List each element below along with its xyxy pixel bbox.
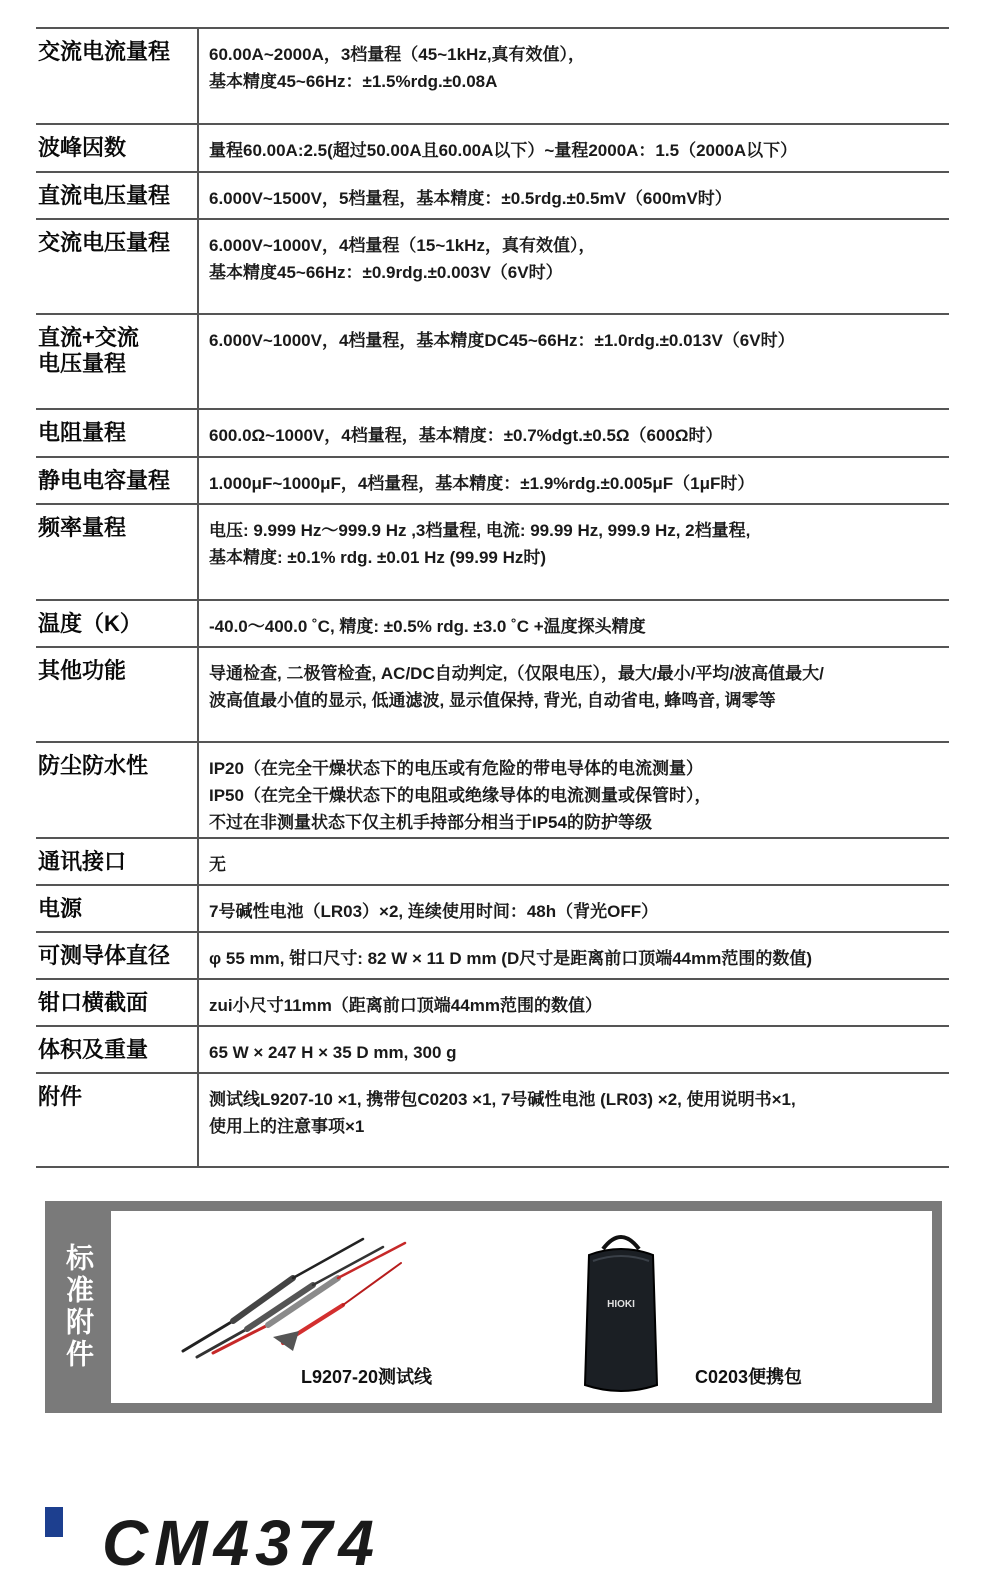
spec-label: 交流电流量程 <box>36 29 199 123</box>
spec-row-dcac-voltage <box>36 315 949 410</box>
spec-value: 6.000V~1500V，5档量程，基本精度：±0.5rdg.±0.5mV（600mV时） <box>209 189 732 208</box>
spec-row-ac-current <box>36 29 949 125</box>
spec-row-ac-voltage <box>36 220 949 315</box>
spec-label: 波峰因数 <box>36 125 199 171</box>
spec-row-accessories <box>36 1074 949 1168</box>
spec-label: 可测导体直径 <box>36 933 199 978</box>
spec-value: 电压: 9.999 Hz～999.9 Hz ,3档量程, 电流: 99.99 Hz, 999.9 Hz, 2档量程, 基本精度: ±0.1% rdg. ±0.01 Hz (99.99 Hz时) <box>209 521 751 567</box>
carrying-case-image <box>581 1229 661 1397</box>
spec-row-resistance <box>36 410 949 458</box>
spec-value: 60.00A~2000A，3档量程（45~1kHz,真有效值）， 基本精度45~66Hz：±1.5%rdg.±0.08A <box>209 45 586 91</box>
spec-row-capacitance <box>36 458 949 505</box>
spec-row-jaw-section <box>36 980 949 1027</box>
model-banner <box>40 1505 660 1579</box>
spec-label: 电阻量程 <box>36 410 199 456</box>
carrying-case-brand: HIOKI <box>607 1299 635 1310</box>
spec-value: 测试线L9207-10 ×1, 携带包C0203 ×1, 7号碱性电池 (LR03) ×2, 使用说明书×1, 使用上的注意事项×1 <box>209 1090 796 1136</box>
spec-row-temperature <box>36 601 949 648</box>
accessories-title-text: 标准附件 <box>63 1243 94 1371</box>
spec-value: zui小尺寸11mm（距离前口顶端44mm范围的数值） <box>209 996 602 1015</box>
spec-value: -40.0～400.0 ˚C, 精度: ±0.5% rdg. ±3.0 ˚C +温度探头精度 <box>209 617 646 636</box>
spec-value: 6.000V~1000V，4档量程，基本精度DC45~66Hz：±1.0rdg.±0.013V（6V时） <box>209 331 795 350</box>
spec-label: 静电电容量程 <box>36 458 199 503</box>
spec-label: 直流+交流 电压量程 <box>36 315 199 408</box>
spec-label: 体积及重量 <box>36 1027 199 1072</box>
spec-value: IP20（在完全干燥状态下的电压或有危险的带电导体的电流测量） IP50（在完全干燥状态下的电阻或绝缘导体的电流测量或保管时）， 不过在非测量状态下仅主机手持部分相当于IP54的防护等级 <box>209 759 712 832</box>
test-leads-label: L9207-20测试线 <box>301 1367 433 1387</box>
spec-row-frequency <box>36 505 949 601</box>
spec-row-other-functions <box>36 648 949 743</box>
brand-bar <box>45 1507 63 1537</box>
spec-row-power <box>36 886 949 933</box>
spec-label: 防尘防水性 <box>36 743 199 837</box>
spec-row-conductor-diameter <box>36 933 949 980</box>
spec-label: 其他功能 <box>36 648 199 741</box>
accessories-title <box>45 1201 111 1413</box>
spec-row-dc-voltage <box>36 173 949 220</box>
spec-table <box>36 27 949 1168</box>
spec-row-ip-rating <box>36 743 949 839</box>
spec-label: 通讯接口 <box>36 839 199 884</box>
spec-value: 65 W × 247 H × 35 D mm, 300 g <box>209 1043 457 1062</box>
spec-label: 附件 <box>36 1074 199 1166</box>
carrying-case-label: C0203便携包 <box>695 1367 803 1387</box>
spec-row-interface <box>36 839 949 886</box>
spec-value: 导通检查, 二极管检查, AC/DC自动判定,（仅限电压），最大/最小/平均/波高值最大/ 波高值最小值的显示, 低通滤波, 显示值保持, 背光, 自动省电, 蜂鸣音, 调零等 <box>209 664 824 710</box>
spec-label: 交流电压量程 <box>36 220 199 313</box>
spec-row-crest-factor <box>36 125 949 173</box>
spec-value: 1.000μF~1000μF，4档量程，基本精度：±1.9%rdg.±0.005μF（1μF时） <box>209 474 755 493</box>
spec-value: 无 <box>209 855 226 874</box>
test-leads-image <box>173 1233 413 1363</box>
spec-row-size-weight <box>36 1027 949 1074</box>
spec-label: 温度（K） <box>36 601 199 646</box>
model-name: CM4374 <box>102 1507 380 1579</box>
spec-label: 频率量程 <box>36 505 199 599</box>
accessories-content <box>111 1211 932 1403</box>
standard-accessories-panel <box>45 1201 942 1413</box>
spec-label: 钳口横截面 <box>36 980 199 1025</box>
spec-value: 6.000V~1000V，4档量程（15~1kHz，真有效值）， 基本精度45~66Hz：±0.9rdg.±0.003V（6V时） <box>209 236 596 282</box>
spec-value: 7号碱性电池（LR03）×2, 连续使用时间：48h（背光OFF） <box>209 902 659 921</box>
spec-label: 直流电压量程 <box>36 173 199 218</box>
spec-label: 电源 <box>36 886 199 931</box>
spec-value: 量程60.00A:2.5(超过50.00A且60.00A以下）~量程2000A：1.5（2000A以下） <box>209 141 798 160</box>
spec-value: 600.0Ω~1000V，4档量程，基本精度：±0.7%dgt.±0.5Ω（600Ω时） <box>209 426 723 445</box>
spec-value: φ 55 mm, 钳口尺寸: 82 W × 11 D mm (D尺寸是距离前口顶端44mm范围的数值) <box>209 949 813 968</box>
